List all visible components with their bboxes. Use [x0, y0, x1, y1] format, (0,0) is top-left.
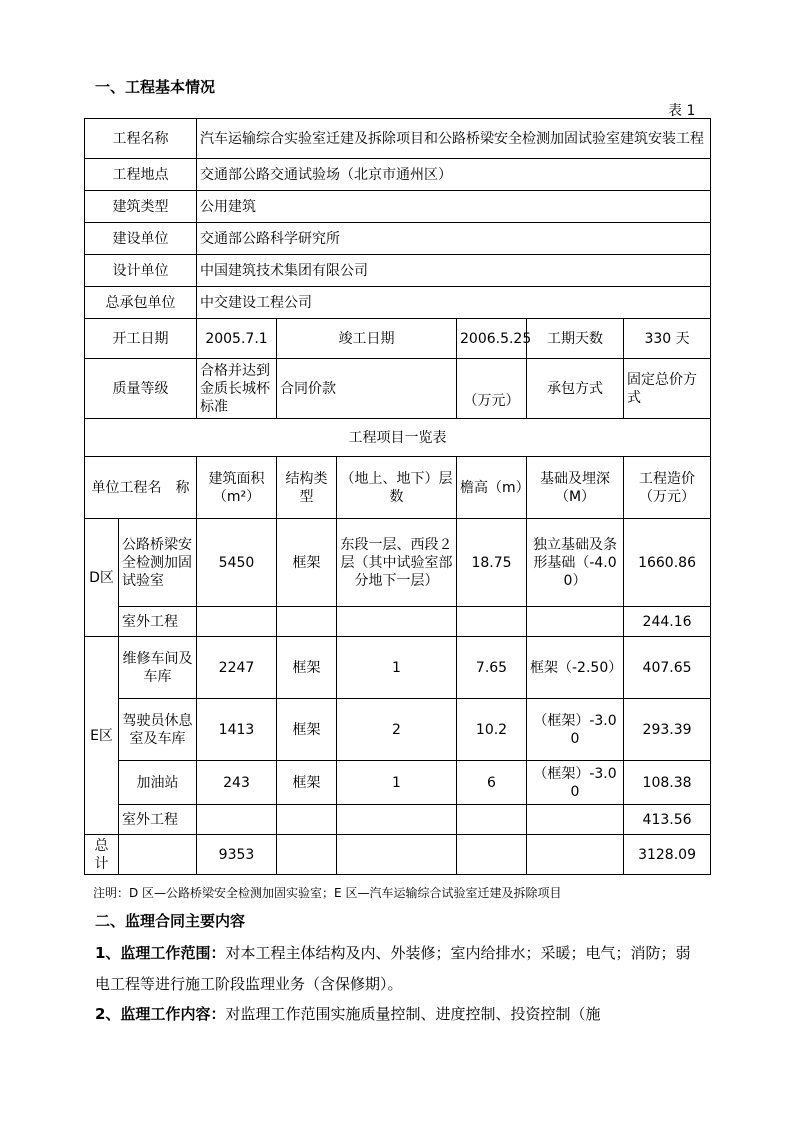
- table-row: [85, 607, 711, 637]
- row-area: [197, 607, 277, 637]
- row-cost: 244.16: [624, 607, 711, 637]
- days-label: 工期天数: [527, 319, 624, 359]
- row-foundation: （框架）-3.00: [527, 699, 624, 761]
- row-cost: 407.65: [624, 637, 711, 699]
- row-area: 5450: [197, 519, 277, 607]
- list-title: 工程项目一览表: [85, 419, 711, 457]
- header-foundation: 基础及埋深（M）: [527, 457, 624, 519]
- table-number: 表 1: [668, 103, 696, 119]
- row-cost: 413.56: [624, 805, 711, 835]
- owner-value: 交通部公路科学研究所: [197, 223, 711, 255]
- end-label: 竣工日期: [277, 319, 457, 359]
- row-name: 驾驶员休息室及车库: [119, 699, 197, 761]
- price-label: 合同价款: [277, 359, 457, 419]
- row-height: [457, 607, 527, 637]
- row-name: 加油站: [119, 761, 197, 805]
- row-structure: 框架: [277, 519, 337, 607]
- total-cost: 3128.09: [624, 835, 711, 875]
- row-floors: 2: [337, 699, 457, 761]
- row-structure: 框架: [277, 637, 337, 699]
- row-foundation: [527, 805, 624, 835]
- item2-body: 对监理工作范围实施质量控制、进度控制、投资控制（施: [225, 1005, 601, 1023]
- quality-label: 质量等级: [85, 359, 197, 419]
- quality-value: 合格并达到金质长城杯标准: [197, 359, 277, 419]
- section2-title: 二、监理合同主要内容: [95, 912, 246, 930]
- days-value: 330 天: [624, 319, 711, 359]
- row-dates: [85, 319, 711, 359]
- total-empty: [527, 835, 624, 875]
- table-row: [85, 519, 711, 607]
- header-area-unit: （m²）: [212, 488, 261, 505]
- row-quality: [85, 359, 711, 419]
- price-value: （万元）: [457, 359, 527, 419]
- site-value: 交通部公路交通试验场（北京市通州区）: [197, 159, 711, 191]
- row-structure: [277, 805, 337, 835]
- row-height: 6: [457, 761, 527, 805]
- name-value: 汽车运输综合实验室迁建及拆除项目和公路桥梁安全检测加固试验室建筑安装工程: [197, 119, 711, 159]
- row-height: [457, 805, 527, 835]
- row-structure: 框架: [277, 699, 337, 761]
- row-cost: 293.39: [624, 699, 711, 761]
- row-floors: 1: [337, 637, 457, 699]
- header-floors: （地上、地下）层数: [337, 457, 457, 519]
- item2-paragraph: [95, 999, 705, 1030]
- row-height: 18.75: [457, 519, 527, 607]
- type-label: 建筑类型: [85, 191, 197, 223]
- total-empty: [119, 835, 197, 875]
- list-header-row: [85, 457, 711, 519]
- zone-e-label: E区: [85, 637, 119, 835]
- contract-value: 固定总价方式: [624, 359, 711, 419]
- row-name: 公路桥梁安全检测加固试验室: [119, 519, 197, 607]
- row-area: 243: [197, 761, 277, 805]
- total-empty: [457, 835, 527, 875]
- row-floors: [337, 805, 457, 835]
- row-cost: 108.38: [624, 761, 711, 805]
- header-area: 建筑面积 （m²）: [197, 457, 277, 519]
- row-floors: 1: [337, 761, 457, 805]
- table-row: [85, 761, 711, 805]
- zone-d-label: D区: [85, 519, 119, 637]
- row-height: 7.65: [457, 637, 527, 699]
- start-label: 开工日期: [85, 319, 197, 359]
- section1-title: 一、工程基本情况: [95, 78, 216, 96]
- header-unit: 单位工程名 称: [85, 457, 197, 519]
- site-label: 工程地点: [85, 159, 197, 191]
- type-value: 公用建筑: [197, 191, 711, 223]
- row-structure: [277, 607, 337, 637]
- header-cost: 工程造价（万元）: [624, 457, 711, 519]
- row-design: [85, 255, 711, 287]
- row-site: [85, 159, 711, 191]
- row-cost: 1660.86: [624, 519, 711, 607]
- table-row: [85, 637, 711, 699]
- row-name: 室外工程: [119, 607, 197, 637]
- header-height: 檐高（m）: [457, 457, 527, 519]
- total-row: [85, 835, 711, 875]
- start-value: 2005.7.1: [197, 319, 277, 359]
- row-foundation: （框架）-3.00: [527, 761, 624, 805]
- row-project-name: [85, 119, 711, 159]
- table-note: 注明：D 区—公路桥梁安全检测加固实验室；E 区—汽车运输综合试验室迁建及拆除项目: [93, 886, 562, 900]
- row-height: 10.2: [457, 699, 527, 761]
- item1-head: 1、监理工作范围：: [95, 944, 226, 962]
- table-row: [85, 699, 711, 761]
- total-label: 总计: [85, 835, 119, 875]
- design-label: 设计单位: [85, 255, 197, 287]
- row-name: 维修车间及车库: [119, 637, 197, 699]
- total-empty: [337, 835, 457, 875]
- end-value: 2006.5.25: [457, 319, 527, 359]
- contractor-value: 中交建设工程公司: [197, 287, 711, 319]
- row-area: 1413: [197, 699, 277, 761]
- row-floors: [337, 607, 457, 637]
- total-area: 9353: [197, 835, 277, 875]
- item2-head: 2、监理工作内容：: [95, 1005, 226, 1023]
- contractor-label: 总承包单位: [85, 287, 197, 319]
- row-foundation: [527, 607, 624, 637]
- total-empty: [277, 835, 337, 875]
- item1-body: 对本工程主体结构及内、外装修；室内给排水；采暖；电气；消防；弱电工程等进行施工阶段监理业务（含保修期）。: [95, 944, 691, 993]
- owner-label: 建设单位: [85, 223, 197, 255]
- name-label: 工程名称: [85, 119, 197, 159]
- item1-paragraph: [95, 938, 705, 1000]
- row-type: [85, 191, 711, 223]
- row-structure: 框架: [277, 761, 337, 805]
- row-contractor: [85, 287, 711, 319]
- list-title-row: [85, 419, 711, 457]
- table-row: [85, 805, 711, 835]
- row-area: [197, 805, 277, 835]
- row-foundation: 独立基础及条形基础（-4.00）: [527, 519, 624, 607]
- row-area: 2247: [197, 637, 277, 699]
- row-floors: 东段一层、西段２层（其中试验室部分地下一层）: [337, 519, 457, 607]
- design-value: 中国建筑技术集团有限公司: [197, 255, 711, 287]
- header-structure: 结构类型: [277, 457, 337, 519]
- row-owner: [85, 223, 711, 255]
- row-name: 室外工程: [119, 805, 197, 835]
- project-info-table: [84, 118, 711, 875]
- row-foundation: 框架（-2.50）: [527, 637, 624, 699]
- contract-label: 承包方式: [527, 359, 624, 419]
